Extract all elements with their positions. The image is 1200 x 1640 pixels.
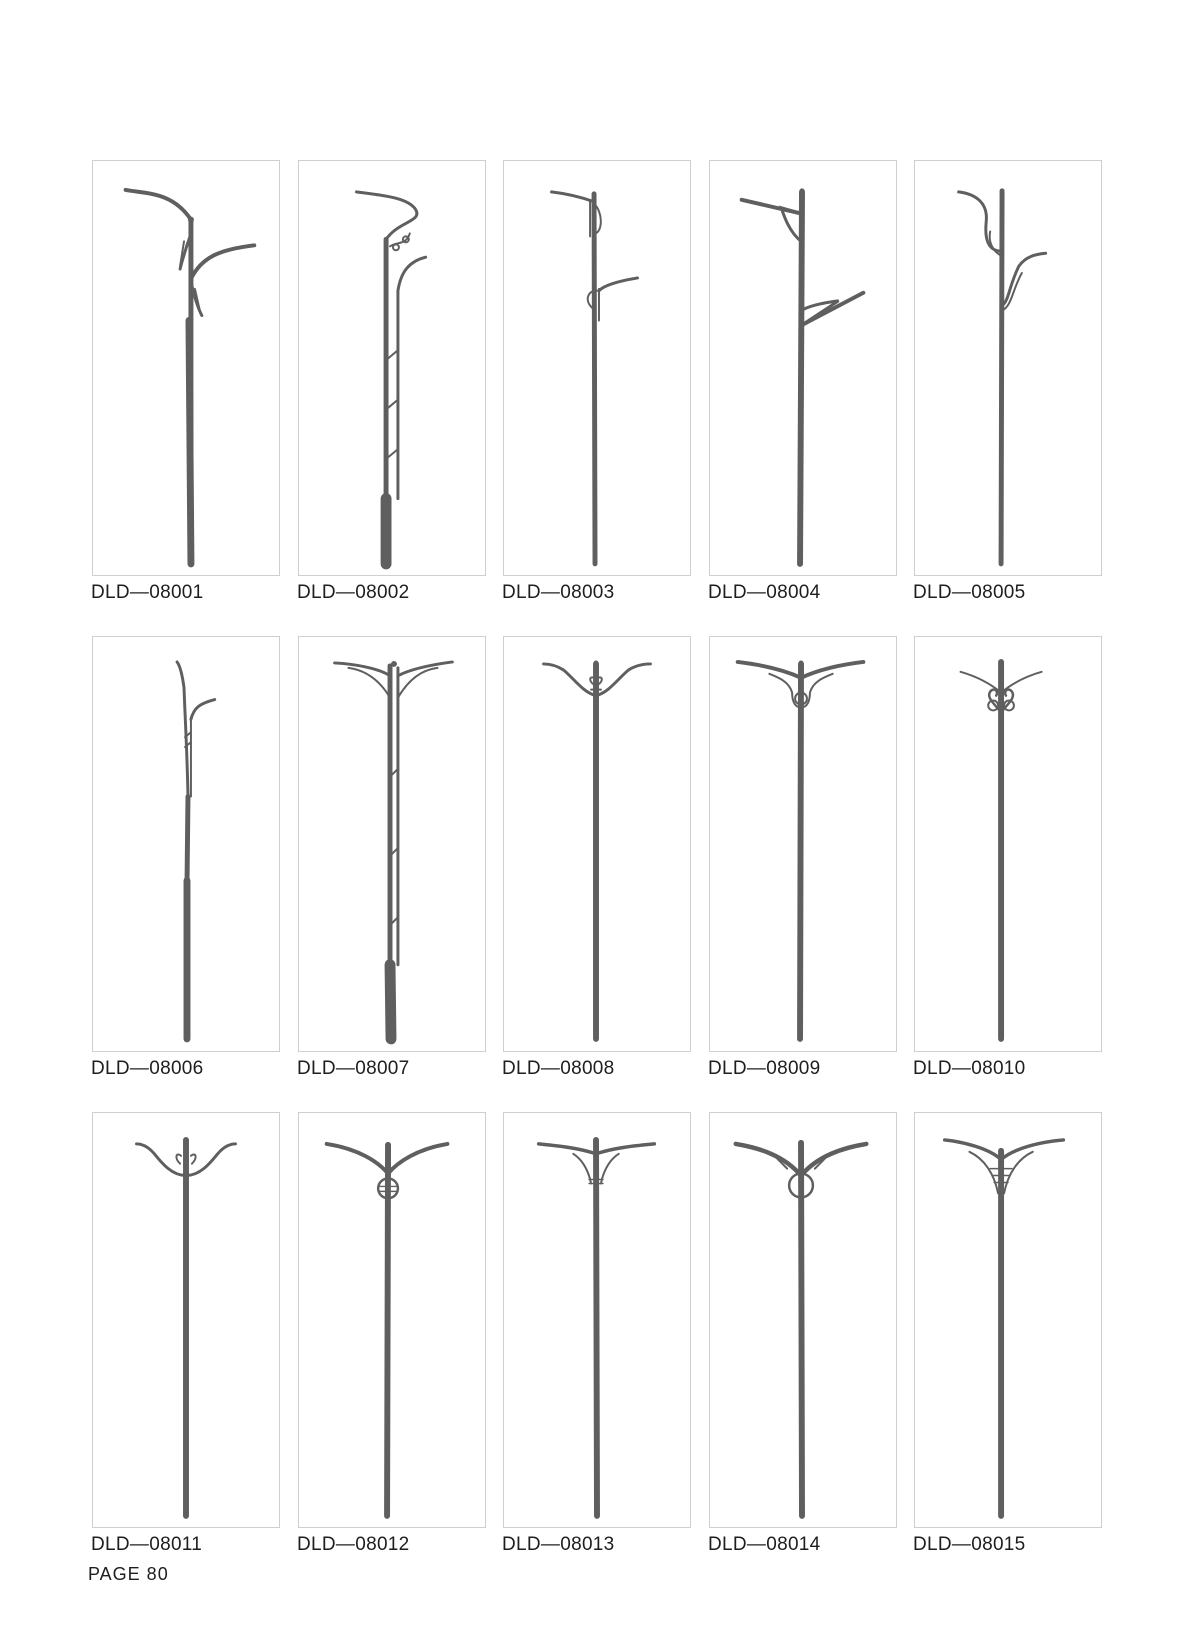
product-code: DLD—08005: [913, 582, 1026, 603]
product-code: DLD—08007: [297, 1058, 410, 1079]
lamp-pole-illustration: [504, 1113, 690, 1527]
product-code: DLD—08013: [502, 1534, 615, 1555]
product-card-08015: [914, 1112, 1102, 1528]
lamp-pole-illustration: [710, 637, 896, 1051]
lamp-pole-illustration: [710, 161, 896, 575]
lamp-pole-illustration: [915, 161, 1101, 575]
lamp-pole-illustration: [93, 637, 279, 1051]
product-card-08014: [709, 1112, 897, 1528]
product-code: DLD—08002: [297, 582, 410, 603]
product-code: DLD—08011: [91, 1534, 203, 1555]
product-code: DLD—08006: [91, 1058, 204, 1079]
product-card-08001: [92, 160, 280, 576]
lamp-pole-illustration: [93, 1113, 279, 1527]
lamp-pole-illustration: [299, 1113, 485, 1527]
lamp-pole-illustration: [504, 161, 690, 575]
product-card-08008: [503, 636, 691, 1052]
product-code: DLD—08003: [502, 582, 615, 603]
lamp-pole-illustration: [915, 637, 1101, 1051]
product-code: DLD—08015: [913, 1534, 1026, 1555]
product-code: DLD—08004: [708, 582, 821, 603]
product-card-08010: [914, 636, 1102, 1052]
product-card-08011: [92, 1112, 280, 1528]
lamp-pole-illustration: [710, 1113, 896, 1527]
lamp-pole-illustration: [299, 637, 485, 1051]
product-card-08013: [503, 1112, 691, 1528]
product-card-08006: [92, 636, 280, 1052]
lamp-pole-illustration: [915, 1113, 1101, 1527]
product-card-08002: [298, 160, 486, 576]
product-code: DLD—08010: [913, 1058, 1026, 1079]
product-card-08012: [298, 1112, 486, 1528]
product-code: DLD—08001: [91, 582, 204, 603]
page-number: PAGE 80: [88, 1564, 169, 1584]
lamp-pole-illustration: [93, 161, 279, 575]
product-card-08004: [709, 160, 897, 576]
lamp-pole-illustration: [299, 161, 485, 575]
lamp-pole-illustration: [504, 637, 690, 1051]
product-card-08003: [503, 160, 691, 576]
product-code: DLD—08014: [708, 1534, 821, 1555]
product-code: DLD—08009: [708, 1058, 821, 1079]
product-code: DLD—08012: [297, 1534, 410, 1555]
product-code: DLD—08008: [502, 1058, 615, 1079]
product-card-08007: [298, 636, 486, 1052]
product-card-08009: [709, 636, 897, 1052]
product-card-08005: [914, 160, 1102, 576]
